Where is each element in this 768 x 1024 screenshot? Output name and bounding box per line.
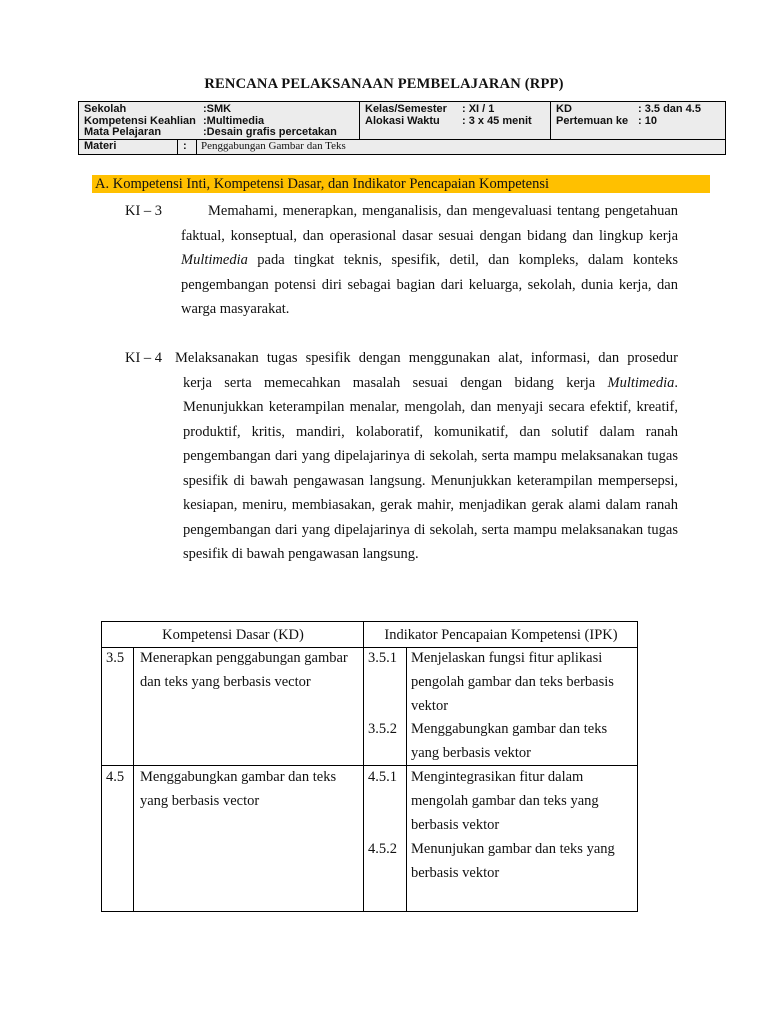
kd-text-line: Menerapkan penggabungan gambar <box>140 650 348 666</box>
ipk-text-line: yang berbasis vektor <box>411 745 531 761</box>
ipk-text-line: berbasis vektor <box>411 817 500 833</box>
table-header-kd: Kompetensi Dasar (KD) <box>162 627 304 643</box>
ipk-number: 4.5.2 <box>368 841 397 857</box>
ipk-text-line: mengolah gambar dan teks yang <box>411 793 599 809</box>
label-alokasi-waktu: Alokasi Waktu <box>365 114 440 127</box>
header-info-top <box>79 102 725 140</box>
value-alokasi-waktu: : 3 x 45 menit <box>462 114 532 127</box>
ki-3-body-em: Multimedia <box>181 252 248 268</box>
ki-3-body-a: faktual, konseptual, dan operasional dasar sesuai dengan bidang dan lingkup kerja <box>181 227 678 244</box>
ki-3-first-line: Memahami, menerapkan, menganalisis, dan mengevaluasi tentang pengetahuan <box>208 203 678 219</box>
value-sekolah: :SMK <box>203 103 232 115</box>
value-pertemuan: : 10 <box>638 114 657 127</box>
ki-3-body-b: pada tingkat teknis, spesifik, detil, dan kompleks, dalam konteks pengembangan potensi diri sebagai bagian dari keluarga, sekolah, dunia kerja, dan warga masyarakat. <box>181 252 678 317</box>
value-mata-pelajaran: :Desain grafis percetakan <box>203 126 337 138</box>
ki-4-body-b: . Menunjukkan keterampilan menalar, mengolah, dan menyaji secara efektif, kreatif, produktif, kritis, mandiri, kolaboratif, komunikatif, dan solutif dalam ranah pengembangan dari yang dipelajarinya di sekolah, serta mampu melaksanakan tugas spesifik di bawah pengawasan langsung. Menunjukkan keterampilan mempersepsi, kesiapan, meniru, membiasakan, gerak mahir, menjadikan gerak alami dalam ranah pengembangan dari yang dipelajarinya di sekolah, serta mampu melaksanakan tugas spesifik di bawah pengawasan langsung. <box>183 374 678 562</box>
ki-4-paragraph <box>125 346 678 567</box>
label-sekolah: Sekolah <box>84 103 127 115</box>
kd-text-line: dan teks yang berbasis vector <box>140 674 311 690</box>
ipk-number: 3.5.2 <box>368 721 397 737</box>
label-kompetensi-keahlian: Kompetensi Keahlian <box>84 114 196 127</box>
kd-number: 4.5 <box>106 769 125 785</box>
ipk-text-line: Menggabungkan gambar dan teks <box>411 721 608 737</box>
label-materi: Materi <box>84 140 117 152</box>
ki-3-body <box>181 224 678 322</box>
value-kelas-semester: : XI / 1 <box>462 103 495 115</box>
kd-number: 3.5 <box>106 650 125 666</box>
label-kelas-semester: Kelas/Semester <box>365 103 447 115</box>
ipk-text-line: berbasis vektor <box>411 865 500 881</box>
kd-ipk-table <box>101 621 638 912</box>
ki-3-paragraph <box>125 199 678 322</box>
ki-4-label: KI – 4 <box>125 350 163 366</box>
kd-text-line: Menggabungkan gambar dan teks <box>140 769 337 785</box>
value-materi: Penggabungan Gambar dan Teks <box>201 140 346 152</box>
ipk-text-line: vektor <box>411 698 449 714</box>
label-kd: KD <box>556 103 572 115</box>
document-title: RENCANA PELAKSANAAN PEMBELAJARAN (RPP) <box>204 76 564 92</box>
value-kd: : 3.5 dan 4.5 <box>638 103 701 115</box>
header-info-box <box>78 101 726 155</box>
ipk-number: 3.5.1 <box>368 650 397 666</box>
ki-4-body-em: Multimedia <box>607 374 675 391</box>
materi-row <box>79 140 725 154</box>
ipk-text-line: Mengintegrasikan fitur dalam <box>411 769 584 785</box>
ki-4-body <box>183 371 678 567</box>
ipk-text-line: Menjelaskan fungsi fitur aplikasi <box>411 650 603 666</box>
kd-text-line: yang berbasis vector <box>140 793 260 809</box>
ki-3-label: KI – 3 <box>125 203 163 219</box>
label-pertemuan: Pertemuan ke <box>556 114 629 127</box>
label-mata-pelajaran: Mata Pelajaran <box>84 126 162 138</box>
ki-4-body-a: kerja serta memecahkan masalah sesuai dengan bidang kerja <box>183 374 608 391</box>
table-header-ipk: Indikator Pencapaian Kompetensi (IPK) <box>384 627 618 643</box>
ki-4-first-line: Melaksanakan tugas spesifik dengan menggunakan alat, informasi, dan prosedur <box>175 350 678 366</box>
ipk-text-line: Menunjukan gambar dan teks yang <box>411 841 615 857</box>
ipk-text-line: pengolah gambar dan teks berbasis <box>411 674 614 690</box>
section-a-heading: A. Kompetensi Inti, Kompetensi Dasar, dan Indikator Pencapaian Kompetensi <box>92 175 710 193</box>
value-kompetensi-keahlian: :Multimedia <box>203 114 265 127</box>
ipk-number: 4.5.1 <box>368 769 397 785</box>
materi-colon: : <box>183 140 187 152</box>
